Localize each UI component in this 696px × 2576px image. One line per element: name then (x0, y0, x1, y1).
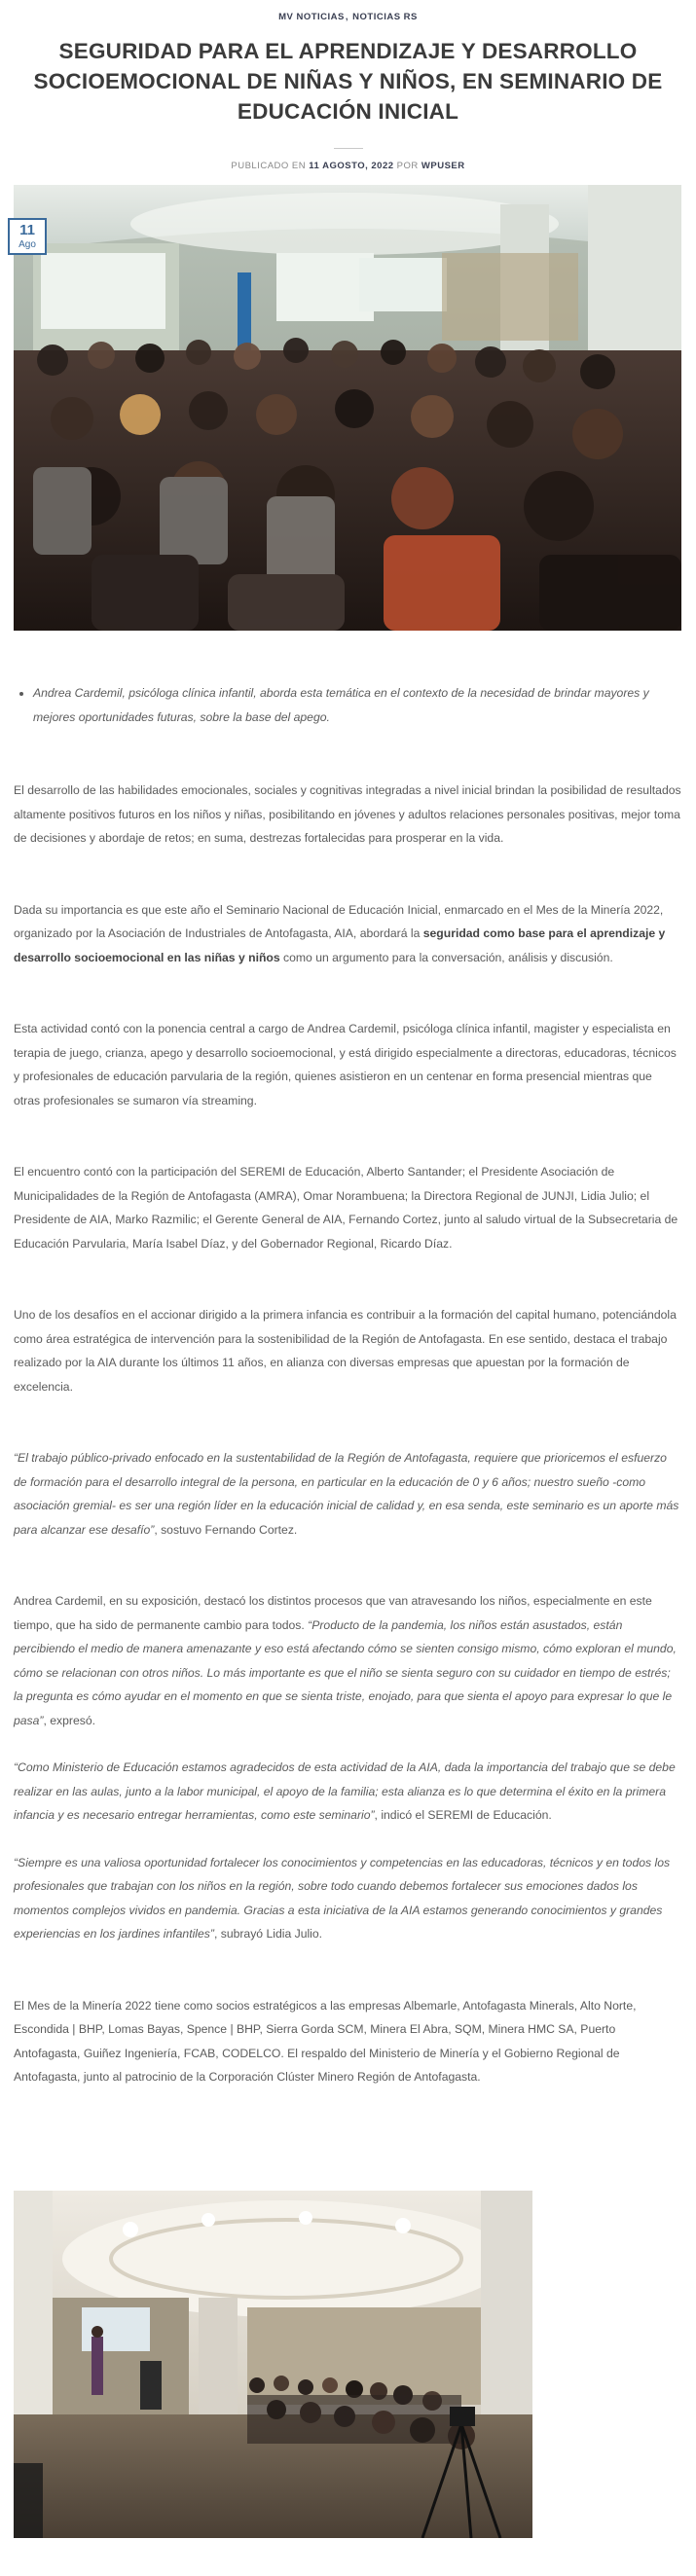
date-badge-day: 11 (19, 222, 35, 238)
quote-fernando-cortez: “El trabajo público-privado enfocado en la sustentabilidad de la Región de Antofagasta, requiere que prioricemos el esfuerzo de formación para el desarrollo integral de la persona, en particular en la educación de 0 y 6 años; nuestro sueño -como asociación gremial- es ser una región líder en la educación inicial de calidad y, en esa senda, este seminario es un aporte más para alcanzar ese desafío” (14, 1451, 679, 1537)
paragraph-2: Dada su importancia es que este año el Seminario Nacional de Educación Inicial, enmarcado en el Mes de la Minería 2022, organizado por la Asociación de Industriales de Antofagasta, AIA, abordará la seguridad como base para el aprendizaje y desarrollo socioemocional en las niñas y niños como un argumento para la conversación, análisis y discusión. (14, 902, 666, 964)
quote-lidia-julio: “Siempre es una valiosa oportunidad fortalecer los conocimientos y competencias en las educadoras, técnicos y en todos los profesionales que trabajan con los niños en la región, sobre todo cuando debemos fortalecer sus emociones dados los momentos complejos vividos en pandemia. Gracias a esta iniciativa de la AIA estamos generando conocimientos y grandes experiencias en los jardines infantiles” (14, 1855, 671, 1941)
date-badge-month: Ago (18, 239, 36, 250)
paragraph-3: Esta actividad contó con la ponencia central a cargo de Andrea Cardemil, psicóloga clínica infantil, magister y especialista en terapia de juego, crianza, apego y desarrollo socioemocional, y está dirigido especialmente a directoras, educadoras, técnicos y profesionales de educación parvularia de la región, quienes asistieron en un centenar en forma presencial mientras que otras profesionales se sumaron vía streaming. (14, 1022, 677, 1107)
paragraph-6: “El trabajo público-privado enfocado en la sustentabilidad de la Región de Antofagasta, requiere que prioricemos el esfuerzo de formación para el desarrollo integral de la persona, en particular en la educación de 0 y 6 años; nuestro sueño -como asociación gremial- es ser una región líder en la educación inicial de calidad y, en esa senda, este seminario es un aporte más para alcanzar ese desafío”, sostuvo Fernando Cortez. (14, 1451, 679, 1537)
date-badge (8, 218, 47, 255)
highlight-item: • Andrea Cardemil, psicóloga clínica infantil, aborda esta temática en el contexto de la necesidad de brindar mayores y mejores oportunidades futuras, sobre la base del apego. (33, 681, 681, 729)
quote-andrea-cardemil: “Producto de la pandemia, los niños están asustados, están percibiendo el medio de manera amenazante y eso está afectando cómo se sienten consigo mismo, cómo exploran el mundo, cómo se relacionan con otros niños. Lo más importante es que el niño se sienta seguro con su cuidador en tiempo de estrés; la pregunta es cómo ayudar en el momento en que se sienta triste, enojado, para que sienta el apoyo para expresar lo que le pasa” (14, 1617, 677, 1727)
category-link-noticias-rs[interactable]: NOTICIAS RS (352, 12, 418, 22)
meta-author-link[interactable]: WPUSER (421, 161, 465, 171)
post-categories (0, 12, 696, 22)
paragraph-8: “Como Ministerio de Educación estamos agradecidos de esta actividad de la AIA, dada la importancia del trabajo que se debe realizar en las aulas, junto a la labor municipal, el apoyo de la familia; esta alianza es lo que determina el éxito en la primera infancia y es necesario entregar herramientas, como este seminario”, indicó el SEREMI de Educación. (14, 1760, 676, 1822)
seminar-audience-photo-icon (14, 185, 681, 631)
meta-date-link[interactable]: 11 AGOSTO, 2022 (309, 161, 394, 171)
post-header (0, 0, 696, 171)
highlight-list (14, 681, 681, 729)
second-image (14, 2191, 532, 2538)
paragraph-7: Andrea Cardemil, en su exposición, destacó los distintos procesos que van atravesando los niños, especialmente en este tiempo, que ha sido de permanente cambio para todos. “Producto de la pandemia, los niños están asustados, están percibiendo el medio de manera amenazante y eso está afectando cómo se sienten consigo mismo, cómo exploran el mundo, cómo se relacionan con otros niños. Lo más importante es que el niño se sienta seguro con su cuidador en tiempo de estrés; la pregunta es cómo ayudar en el momento en que se sienta triste, enojado, para que sienta el apoyo para expresar lo que le pasa”, expresó. (14, 1594, 677, 1727)
meta-prefix: PUBLICADO EN (231, 161, 307, 171)
category-separator: , (345, 12, 349, 22)
paragraph-5: Uno de los desafíos en el accionar dirigido a la primera infancia es contribuir a la formación del capital humano, potenciándola como área estratégica de intervención para la sostenibilidad de la Región de Antofagasta. En ese sentido, destaca el trabajo realizado por la AIA durante los últimos 11 años, en alianza con diversas empresas que apuestan por la formación de excelencia. (14, 1308, 677, 1394)
category-link-mv-noticias[interactable]: MV NOTICIAS (278, 12, 345, 22)
meta-by: POR (396, 161, 419, 171)
post-title: SEGURIDAD PARA EL APRENDIZAJE Y DESARROLLO SOCIOEMOCIONAL DE NIÑAS Y NIÑOS, EN SEMINARIO DE EDUCACIÓN INICIAL (33, 39, 663, 124)
post-meta (0, 161, 696, 171)
title-divider (334, 148, 363, 149)
seminar-room-photo-icon (14, 2191, 532, 2538)
quote-seremi: “Como Ministerio de Educación estamos agradecidos de esta actividad de la AIA, dada la importancia del trabajo que se debe realizar en las aulas, junto a la labor municipal, el apoyo de la familia; esta alianza es lo que determina el éxito en la primera infancia y es necesario entregar herramientas, como este seminario” (14, 1760, 676, 1822)
paragraph-1: El desarrollo de las habilidades emocionales, sociales y cognitivas integradas a nivel inicial brindan la posibilidad de resultados altamente positivos futuros en los niños y niñas, posibilitando en jóvenes y adultos relaciones personales positivas, mejor toma de decisiones y abordaje de retos; en suma, destrezas fortalecidas para prosperar en la vida. (14, 783, 681, 845)
paragraph-10: El Mes de la Minería 2022 tiene como socios estratégicos a las empresas Albemarle, Antofagasta Minerals, Alto Norte, Escondida | BHP, Lomas Bayas, Spence | BHP, Sierra Gorda SCM, Minera El Abra, SQM, Minera HMC SA, Puerto Antofagasta, Guiñez Ingeniería, FCAB, CODELCO. El respaldo del Ministerio de Minería y el Gobierno Regional de Antofagasta, junto al patrocinio de la Corporación Clúster Minero Región de Antofagasta. (14, 1998, 637, 2084)
paragraph-9: “Siempre es una valiosa oportunidad fortalecer los conocimientos y competencias en las educadoras, técnicos y en todos los profesionales que trabajan con los niños en la región, sobre todo cuando debemos fortalecer sus emociones dados los momentos complejos vividos en pandemia. Gracias a esta iniciativa de la AIA estamos generando conocimientos y grandes experiencias en los jardines infantiles”, subrayó Lidia Julio. (14, 1855, 671, 1941)
paragraph-4: El encuentro contó con la participación del SEREMI de Educación, Alberto Santander; el Presidente Asociación de Municipalidades de la Región de Antofagasta (AMRA), Omar Norambuena; la Directora Regional de JUNJI, Lidia Julio; el Presidente de AIA, Marko Razmilic; el Gerente General de AIA, Fernando Cortez, junto al saludo virtual de la Subsecretaria de Educación Parvularia, María Isabel Díaz, y del Gobernador Regional, Ricardo Díaz. (14, 1165, 678, 1251)
paragraph-2-highlight: seguridad como base para el aprendizaje y desarrollo socioemocional en las niñas y niños (14, 926, 666, 964)
post-content (14, 681, 681, 2089)
featured-image (14, 185, 681, 631)
